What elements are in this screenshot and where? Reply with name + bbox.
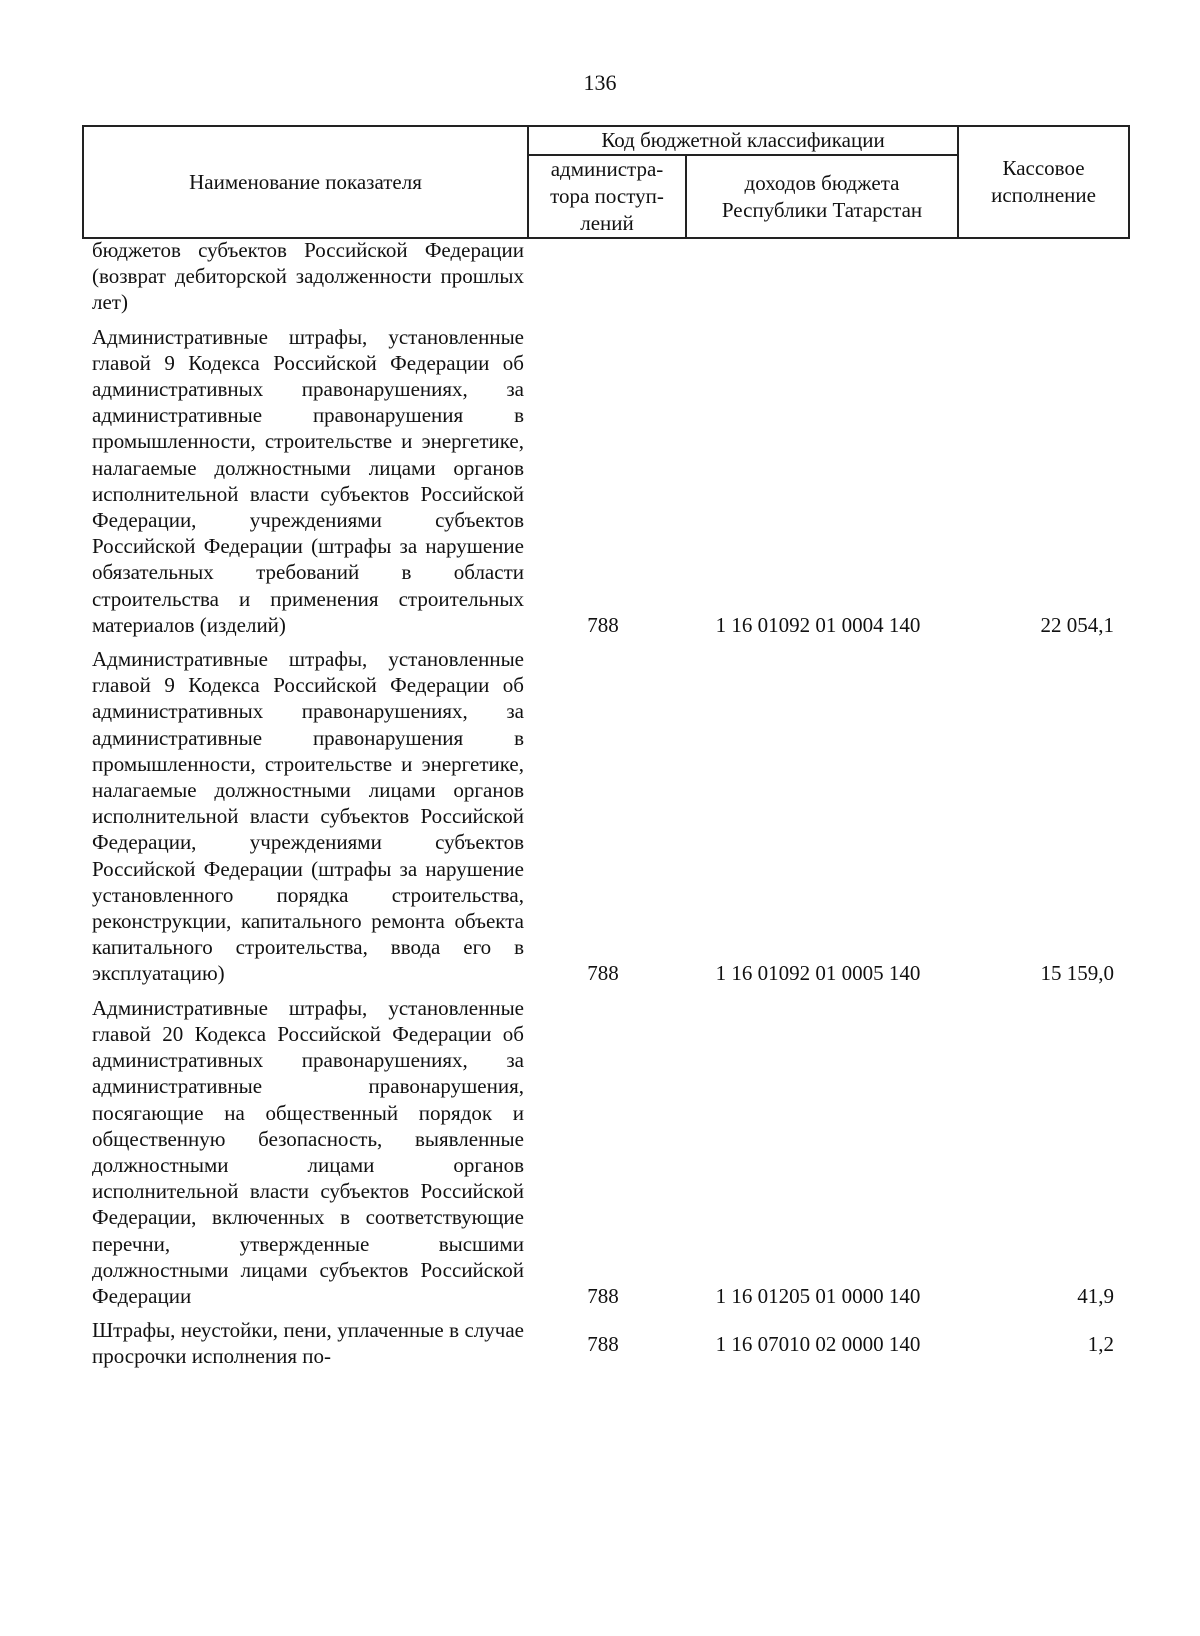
header-budget-code-group: Код бюджетной классификации — [528, 126, 958, 155]
row-execution: 15 159,0 — [1040, 961, 1114, 986]
header-execution-column: Кассовое исполнение — [958, 126, 1129, 238]
row-admin-code: 788 — [587, 612, 619, 637]
header-income-column: доходов бюджета Республики Татарстан — [686, 155, 958, 238]
row-income-code: 1 16 01205 01 0000 140 — [715, 1283, 921, 1308]
row-execution: 22 054,1 — [1040, 612, 1114, 637]
page-number: 136 — [583, 70, 617, 95]
table-row — [82, 646, 1128, 987]
row-name: Административные штрафы, установленные главой 20 Кодекса Российской Федерации об административных правонарушениях, за административные правонарушения, посягающие на общественный порядок и общественную безопасность, выявленные должностными лицами органов исполнительной власти субъектов Российской Федерации, включенных в соответствующие перечни, утвержденные высшими должностными лицами субъектов Российской Федерации — [92, 995, 524, 1308]
row-income-code: 1 16 01092 01 0005 140 — [715, 961, 921, 986]
row-execution: 41,9 — [1077, 1283, 1114, 1308]
row-income-code: 1 16 01092 01 0004 140 — [715, 612, 921, 637]
table-header — [82, 125, 1130, 239]
header-name-column: Наименование показателя — [83, 126, 528, 238]
row-execution: 1,2 — [1087, 1332, 1114, 1357]
header-admin-column: администра-тора поступ-лений — [528, 155, 686, 238]
table-body — [82, 237, 1128, 1378]
table-row — [82, 995, 1128, 1309]
row-name: бюджетов субъектов Российской Федерации (возврат дебиторской задолженности прошлых лет) — [92, 238, 524, 315]
row-name: Административные штрафы, установленные главой 9 Кодекса Российской Федерации об административных правонарушениях, за административные правонарушения в промышленности, строительстве и энергетике, налагаемые должностными лицами органов исполнительной власти субъектов Российской Федерации, учреждениями субъектов Российской Федерации (штрафы за нарушение установленного порядка строительства, реконструкции, капитального ремонта объекта капитального строительства, ввода его в эксплуатацию) — [92, 647, 524, 986]
row-admin-code: 788 — [587, 1283, 619, 1308]
row-name: Административные штрафы, установленные главой 9 Кодекса Российской Федерации об административных правонарушениях, за административные правонарушения в промышленности, строительстве и энергетике, налагаемые должностными лицами органов исполнительной власти субъектов Российской Федерации, учреждениями субъектов Российской Федерации (штрафы за нарушение обязательных требований в области строительства и применения строительных материалов (изделий) — [92, 324, 524, 637]
table-row — [82, 324, 1128, 638]
row-admin-code: 788 — [587, 1332, 619, 1357]
row-admin-code: 788 — [587, 961, 619, 986]
table-row — [82, 237, 1128, 316]
row-income-code: 1 16 07010 02 0000 140 — [715, 1332, 921, 1357]
table-row — [82, 1317, 1128, 1369]
row-name: Штрафы, неустойки, пени, уплаченные в случае просрочки исполнения по- — [92, 1318, 524, 1369]
